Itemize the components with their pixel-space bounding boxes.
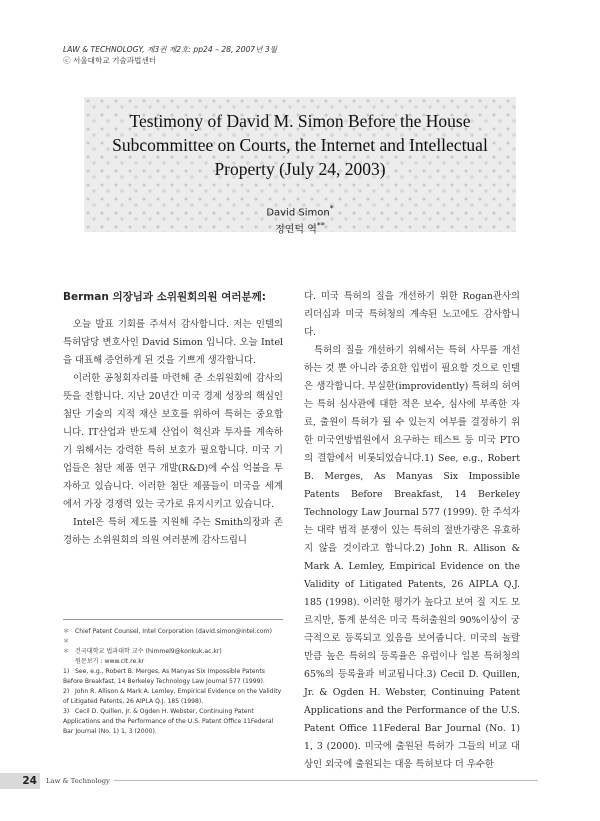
publisher-line: ⓒ 서울대학교 기술과법센터 xyxy=(63,56,157,65)
body-paragraph: 오늘 발표 기회를 주셔서 감사합니다. 저는 인텔의 특허담당 변호사인 David Simon 입니다. 오늘 Intel을 대표해 증언하게 된 것을 기쁘게 생각합니다. xyxy=(63,319,283,366)
title-line-1: Testimony of David M. Simon Before the House xyxy=(129,111,471,131)
footnote-text: Chief Patent Counsel, Intel Corporation (david.simon@intel.com) xyxy=(75,628,272,635)
author-line xyxy=(84,202,516,219)
footnote-mark: ＊ xyxy=(63,628,70,635)
footnote-number: 3) xyxy=(63,708,70,715)
footnote xyxy=(63,627,283,637)
translator-line xyxy=(84,219,516,236)
footnote-text: Cecil D. Quillen, Jr. & Ogden H. Webster, Continuing Patent Applications and the Performance of the U.S. Patent Office 11Federal Bar Journal (No. 1) 1, 3 (2000). xyxy=(63,708,274,735)
footnote-text: 원문보기 : www.clt.re.kr xyxy=(75,658,145,665)
translator-footnote-mark: ** xyxy=(316,221,325,231)
translator-name: 정연덕 역 xyxy=(275,224,317,236)
journal-citation: LAW & TECHNOLOGY, 제3권 제2호: pp24 – 28, 2007년 3월 xyxy=(63,45,278,54)
salutation-heading: Berman 의장님과 소위원회의원 여러분께: xyxy=(63,291,266,303)
footer-rule xyxy=(63,780,538,781)
author-name: David Simon xyxy=(266,207,330,219)
author-block xyxy=(84,202,516,237)
footnote-divider xyxy=(63,619,283,620)
footnote xyxy=(63,667,283,687)
running-header xyxy=(63,44,277,66)
body-paragraph-continued: 다. 미국 특허의 질을 개선하기 위한 Rogan관사의 리더십과 미국 특허청의 계속된 노고에도 감사합니다. xyxy=(304,291,520,338)
article-title xyxy=(84,109,516,181)
footnote xyxy=(63,637,283,657)
author-footnote-mark: * xyxy=(329,204,334,213)
footnote-text: 건국대학교 법과대학 교수 (himmel9@konkuk.ac.kr) xyxy=(75,648,222,655)
page-footer xyxy=(0,773,600,789)
footnote-link xyxy=(63,657,283,667)
body-paragraph: 이러한 공청회자리를 마련해 준 소위원회에 감사의 뜻을 전합니다. 지난 20년간 미국 경제 성장의 핵심인 첨단 기술의 지적 재산 보호를 위하여 특허는 중요합니다. IT산업과 반도체 산업이 혁신과 투자를 계속하기 위해서는 강력한 특허 보호가 필요합니다. 미국 기업들은 첨단 제품 연구 개발(R&D)에 수십 억불을 투자하고 있습니다. 이러한 첨단 제품들이 미국을 세계에서 가장 경쟁력 있는 국가로 유지시키고 있습니다. xyxy=(63,373,283,510)
footnote xyxy=(63,707,283,737)
footnote-number: 1) xyxy=(63,668,70,675)
footer-journal-label: Law & Technology xyxy=(42,774,114,788)
right-column xyxy=(304,288,520,774)
footnote xyxy=(63,687,283,707)
footnote-text: John R. Allison & Mark A. Lemley, Empirical Evidence on the Validity of Litigated Patents, 26 AIPLA Q.J. 185 (1998). xyxy=(63,688,282,705)
footnote-mark: ＊＊ xyxy=(63,638,70,655)
footnote-number: 2) xyxy=(63,688,70,695)
title-line-2: Subcommittee on Courts, the Internet and Intellectual xyxy=(112,135,488,155)
body-paragraph: 특허의 질을 개선하기 위해서는 특허 사무를 개선하는 것 뿐 아니라 중요한 입법이 필요할 것으로 인텔은 생각합니다. 부실한(improvidently) 특허의 허여는 특허 심사관에 대한 적은 보수, 심사에 부족한 자료, 출원이 특허가 될 수 있는지 여부를 결정하기 위한 미국연방법원에서 요구하는 테스트 등 미국 PTO의 결함에서 비롯되었습니다.1) See, e.g., Robert B. Merges, As Manyas Six Impossible Patents Before Breakfast, 14 Berkeley Technology Law Journal 577 (1999). 한 주석자는 대략 법적 분쟁이 있는 특허의 절반가량은 유효하지 않을 것이라고 합니다.2) John R. Allison & Mark A. Lemley, Empirical Evidence on the Validity of Litigated Patents, 26 AIPLA Q.J. 185 (1998). 이러한 평가가 높다고 보여 질 지도 모르지만, 통계 분석은 미국 특허출원의 90%이상이 궁극적으로 등록되고 있음을 보여줍니다. 미국의 놀랄만큼 높은 특허의 등록율은 유럽이나 일본 특허청의 65%의 등록율과 비교됩니다.3) Cecil D. Quillen, Jr. & Ogden H. Webster, Continuing Patent Applications and the Performance of the U.S. Patent Office 11Federal Bar Journal (No. 1) 1, 3 (2000). 미국에 출원된 특허가 그들의 비교 대상인 외국에 출원되는 대응 특허보다 더 우수한 xyxy=(304,345,520,770)
body-paragraph: Intel은 특허 제도를 지원해 주는 Smith의장과 존경하는 소위원회의 의원 여러분께 감사드립니 xyxy=(63,517,283,546)
footnote-text: See, e.g., Robert B. Merges, As Manyas Six Impossible Patents Before Breakfast, 14 Berkeley Technology Law Journal 577 (1999). xyxy=(63,668,265,685)
footnotes xyxy=(63,627,283,737)
page-number: 24 xyxy=(0,773,40,789)
title-line-3: Property (July 24, 2003) xyxy=(214,159,386,179)
left-column xyxy=(63,288,283,550)
